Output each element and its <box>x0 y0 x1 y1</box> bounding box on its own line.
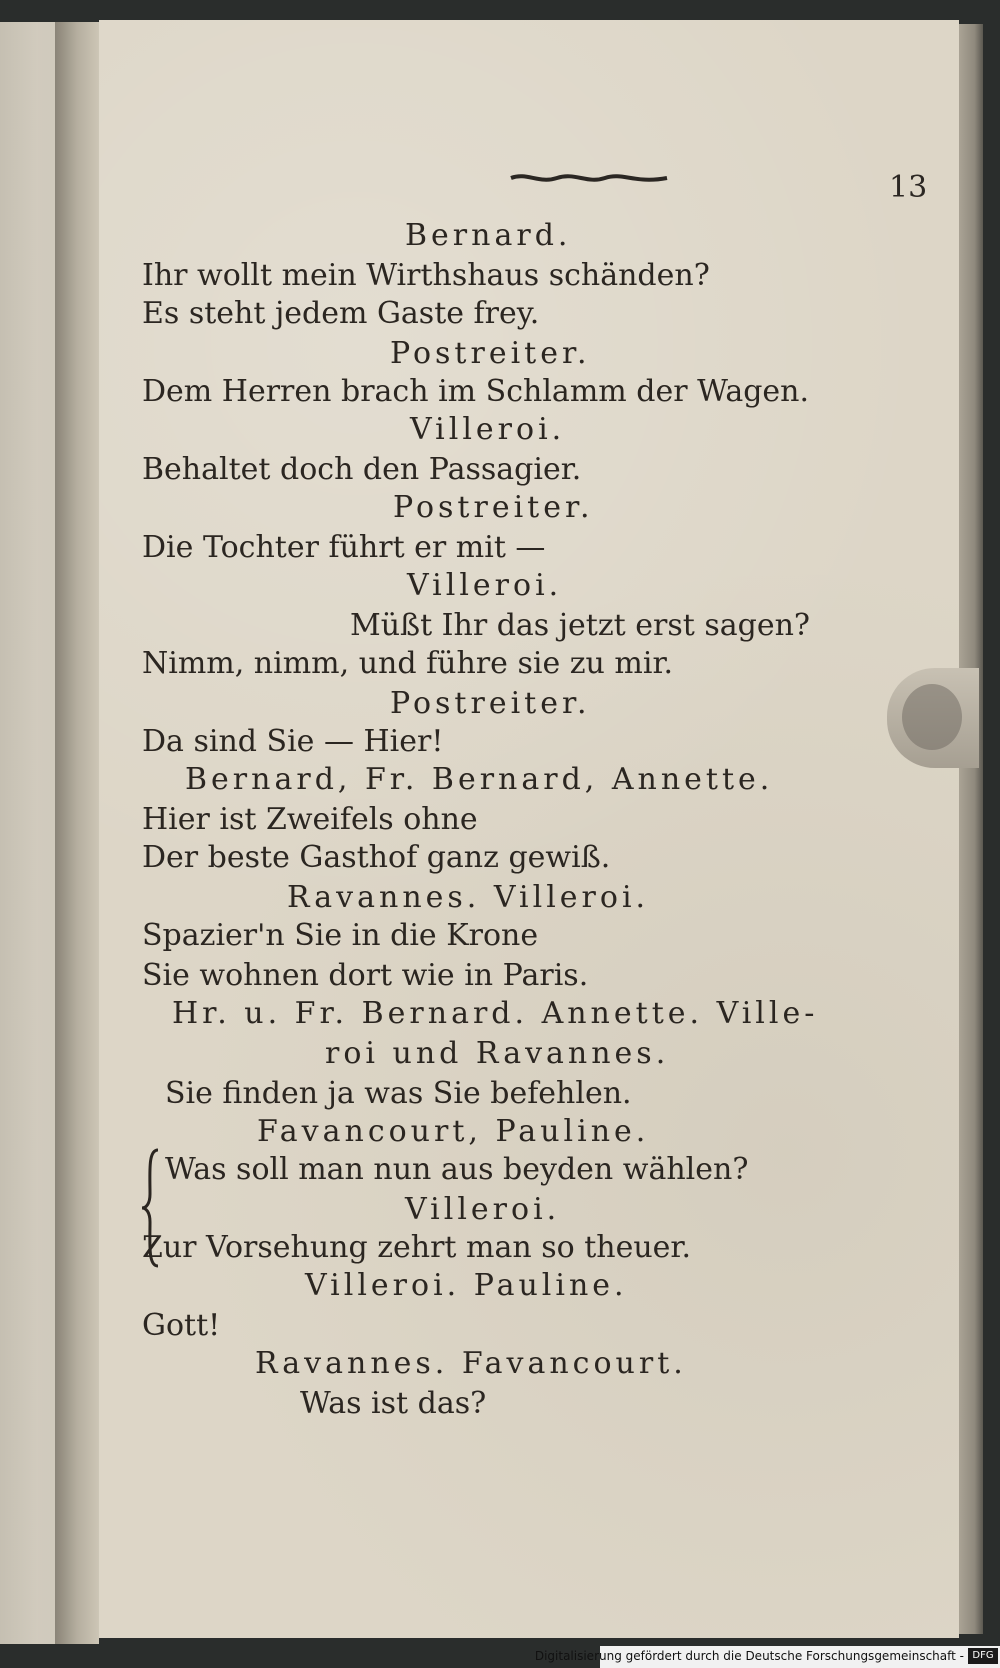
speaker-label: Villeroi. <box>405 1192 561 1227</box>
verse-line: Gott! <box>142 1308 221 1343</box>
verse-line: Nimm, nimm, und führe sie zu mir. <box>142 646 674 681</box>
right-page-edge <box>955 24 983 1634</box>
verse-line: Der beste Gasthof ganz gewiß. <box>142 840 611 875</box>
verse-line: Zur Vorsehung zehrt man so theuer. <box>142 1230 691 1265</box>
speaker-label: Ravannes. Villeroi. <box>287 880 650 915</box>
book-gutter <box>55 22 99 1644</box>
verse-line: Müßt Ihr das jetzt erst sagen? <box>350 608 810 643</box>
verse-line: Da sind Sie — Hier! <box>142 724 444 759</box>
speaker-label: Favancourt, Pauline. <box>257 1114 650 1149</box>
verse-line: Was ist das? <box>300 1386 487 1421</box>
verse-line: Was soll man nun aus beyden wählen? <box>165 1152 749 1187</box>
verse-line: Behaltet doch den Passagier. <box>142 452 582 487</box>
brace-icon <box>140 1148 162 1268</box>
speaker-label: Ravannes. Favancourt. <box>255 1346 687 1381</box>
bookmark-tab-hole <box>902 684 962 750</box>
speaker-label: Postreiter. <box>393 490 594 525</box>
verse-line: Sie finden ja was Sie befehlen. <box>165 1076 632 1111</box>
speaker-label: Villeroi. <box>407 568 563 603</box>
verse-line: Es steht jedem Gaste frey. <box>142 296 540 331</box>
speaker-label: roi und Ravannes. <box>325 1036 670 1071</box>
page-number: 13 <box>889 170 928 205</box>
footer-credit: Digitalisierung gefördert durch die Deutsche Forschungsgemeinschaft - <box>534 1649 964 1663</box>
speaker-label: Hr. u. Fr. Bernard. Annette. Ville- <box>172 996 819 1031</box>
verse-line: Spazier'n Sie in die Krone <box>142 918 539 953</box>
left-page-edge <box>0 22 55 1644</box>
speaker-label: Postreiter. <box>390 686 591 721</box>
speaker-label: Bernard. <box>405 218 572 253</box>
header-ornament-icon <box>509 170 669 186</box>
speaker-label: Postreiter. <box>390 336 591 371</box>
speaker-label: Villeroi. Pauline. <box>305 1268 628 1303</box>
verse-line: Dem Herren brach im Schlamm der Wagen. <box>142 374 810 409</box>
dfg-logo: DFG <box>968 1648 998 1664</box>
verse-line: Sie wohnen dort wie in Paris. <box>142 958 589 993</box>
verse-line: Die Tochter führt er mit — <box>142 530 546 565</box>
verse-line: Ihr wollt mein Wirthshaus schänden? <box>142 258 710 293</box>
speaker-label: Villeroi. <box>410 412 566 447</box>
speaker-label: Bernard, Fr. Bernard, Annette. <box>185 762 774 797</box>
verse-line: Hier ist Zweifels ohne <box>142 802 478 837</box>
